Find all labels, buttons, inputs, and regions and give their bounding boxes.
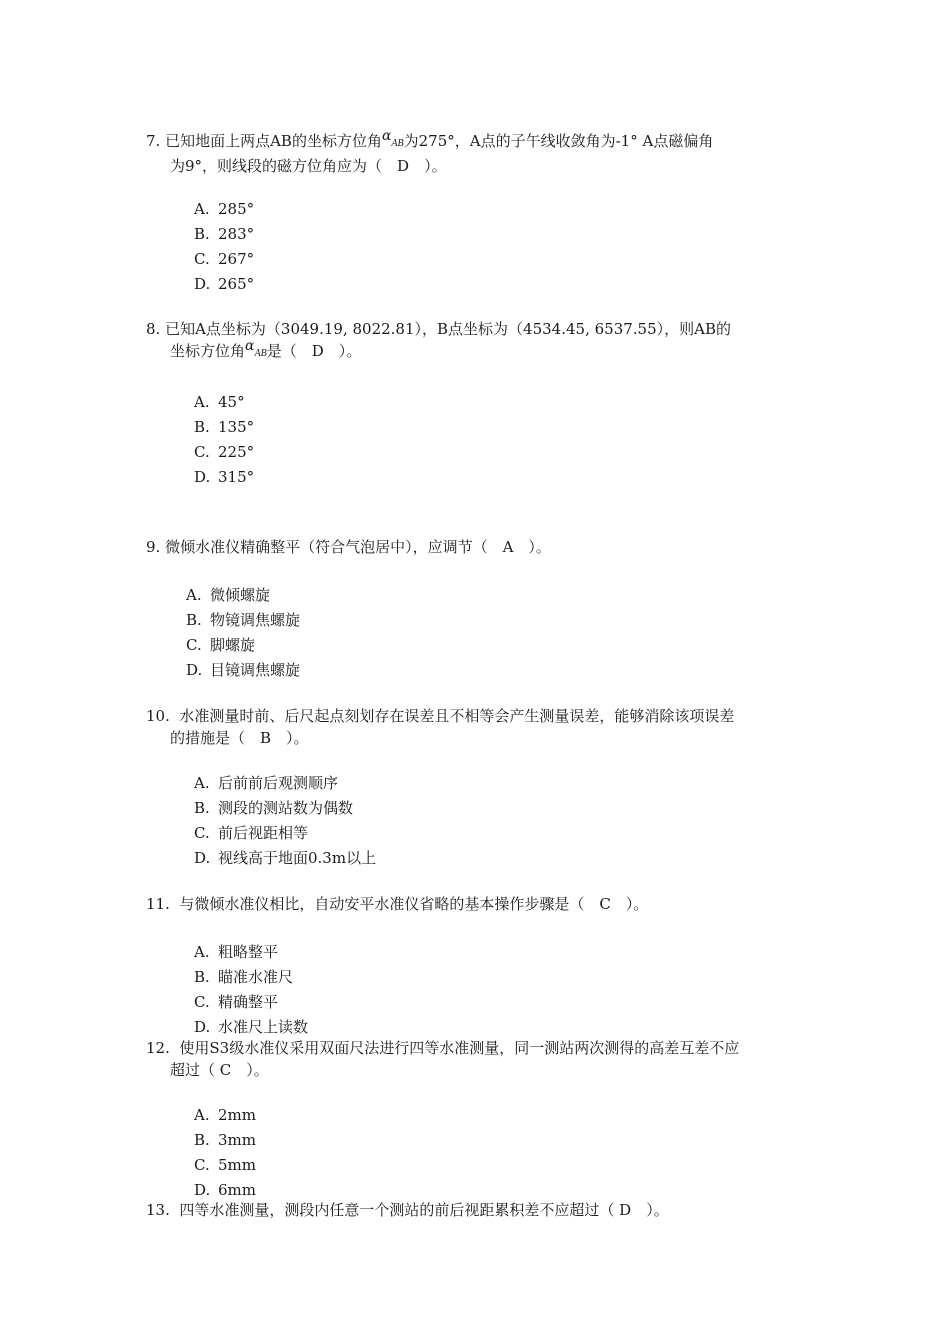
question-number: 8. <box>146 320 161 338</box>
option-9c: C. 脚螺旋 <box>186 636 256 654</box>
question-13 <box>146 1199 812 1221</box>
question-7 <box>146 130 812 177</box>
question-11-line1: 11. 与微倾水准仪相比，自动安平水准仪省略的基本操作步骤是（ C ）。 <box>146 895 649 913</box>
question-8-line2: 坐标方位角αAB是（ D ）。 <box>170 338 362 360</box>
question-12-line1: 12. 使用S3级水准仪采用双面尺法进行四等水准测量，同一测站两次测得的高差互差不应 <box>146 1039 740 1057</box>
option-7c: C. 267° <box>194 250 255 268</box>
option-12a: A. 2mm <box>194 1106 256 1124</box>
option-7d: D. 265° <box>194 275 255 293</box>
option-12b: B. 3mm <box>194 1131 256 1149</box>
question-13-line1: 13. 四等水准测量，测段内任意一个测站的前后视距累积差不应超过（ D ）。 <box>146 1201 669 1219</box>
subscript-ab: AB <box>254 348 267 359</box>
question-7-line2: 为9°，则线段的磁方位角应为（ D ）。 <box>170 157 447 175</box>
option-10b: B. 测段的测站数为偶数 <box>194 799 354 817</box>
question-8 <box>146 318 812 365</box>
option-9b: B. 物镜调焦螺旋 <box>186 611 301 629</box>
option-11c: C. 精确整平 <box>194 993 279 1011</box>
option-8c: C. 225° <box>194 443 255 461</box>
option-12d: D. 6mm <box>194 1181 256 1199</box>
option-8d: D. 315° <box>194 468 255 486</box>
question-10-line2: 的措施是（ B ）。 <box>170 729 309 747</box>
option-9a: A. 微倾螺旋 <box>186 586 271 604</box>
question-number: 13. <box>146 1201 170 1219</box>
option-11b: B. 瞄准水准尺 <box>194 968 294 986</box>
option-11d: D. 水准尺上读数 <box>194 1018 309 1036</box>
question-number: 7. <box>146 132 161 150</box>
question-number: 10. <box>146 707 170 725</box>
question-12-line2: 超过（ C ）。 <box>170 1061 269 1079</box>
question-10-line1: 10. 水准测量时前、后尺起点刻划存在误差且不相等会产生测量误差，能够消除该项误差 <box>146 707 735 725</box>
alpha-symbol: α <box>381 128 392 144</box>
question-8-line1: 8. 已知A点坐标为（3049.19, 8022.81），B点坐标为（4534.45, 6537.55），则AB的 <box>146 320 731 338</box>
alpha-symbol: α <box>245 338 255 354</box>
question-9 <box>146 536 812 558</box>
option-7b: B. 283° <box>194 225 255 243</box>
question-12 <box>146 1037 812 1081</box>
question-number: 11. <box>146 895 170 913</box>
option-10d: D. 视线高于地面0.3m以上 <box>194 849 377 867</box>
option-9d: D. 目镜调焦螺旋 <box>186 661 301 679</box>
option-12c: C. 5mm <box>194 1156 256 1174</box>
option-8a: A. 45° <box>194 393 245 411</box>
option-8b: B. 135° <box>194 418 255 436</box>
option-10a: A. 后前前后观测顺序 <box>194 774 339 792</box>
question-11 <box>146 893 812 915</box>
subscript-ab: AB <box>391 138 404 149</box>
option-11a: A. 粗略整平 <box>194 943 279 961</box>
question-7-line1: 7. 已知地面上两点AB的坐标方位角αAB为275°，A点的子午线收敛角为-1° A点磁偏角 <box>146 128 714 150</box>
option-7a: A. 285° <box>194 200 255 218</box>
option-10c: C. 前后视距相等 <box>194 824 309 842</box>
question-9-line1: 9. 微倾水准仪精确整平（符合气泡居中），应调节（ A ）。 <box>146 538 551 556</box>
question-10 <box>146 705 812 749</box>
question-number: 12. <box>146 1039 170 1057</box>
question-number: 9. <box>146 538 161 556</box>
